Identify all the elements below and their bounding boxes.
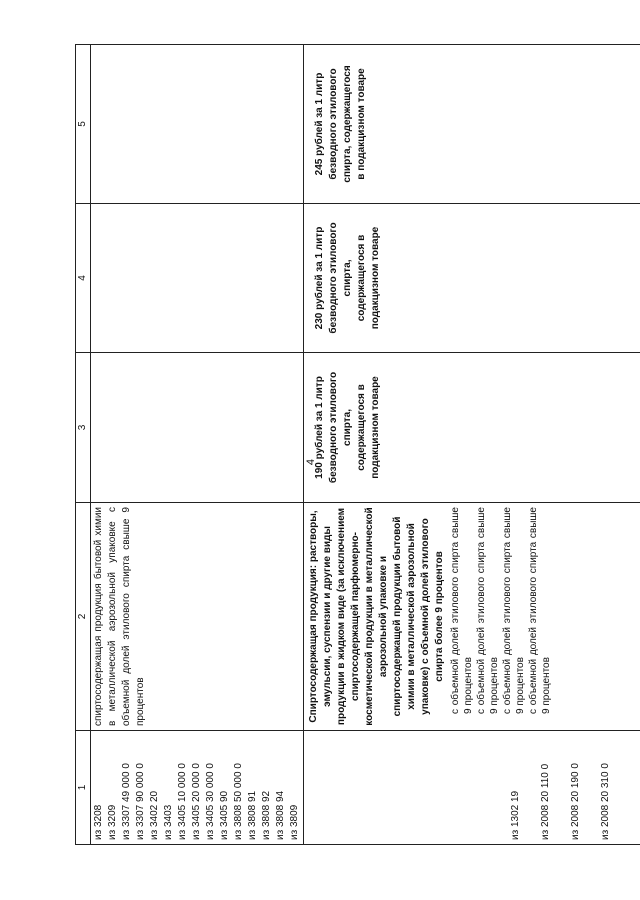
table-row [304, 45, 640, 845]
sub-item-list [449, 507, 553, 726]
code-item: из 2008 20 190 0 [570, 763, 581, 840]
rate-cell [304, 204, 640, 353]
code-cell [91, 731, 304, 845]
header-row [76, 45, 91, 845]
code-item: из 3403 [163, 804, 174, 840]
code-cell [304, 731, 640, 845]
rate-cell [304, 353, 640, 503]
rate-cell-empty [91, 45, 304, 204]
code-item: из 3405 30 000 0 [205, 763, 216, 840]
rate-cell-empty [91, 353, 304, 503]
code-item: из 3208 [93, 804, 104, 840]
code-item: из 3808 92 [261, 790, 272, 840]
code-item: из 3809 [289, 804, 300, 840]
excise-rate-2020: 230 рублей за 1 литр безводного этилового спирта, содержащегося в подакцизном товаре [314, 222, 381, 334]
excise-rate-2019: 190 рублей за 1 литр безводного этилового спирта, содержащегося в подакцизном товаре [314, 371, 381, 484]
excise-rate-2021: 245 рублей за 1 литр безводного этилового спирта, содержащегося в подакцизном товаре [314, 65, 367, 183]
column-header-2: 2 [76, 503, 91, 731]
category-heading: Спиртосодержащая продукция: растворы, эмульсии, суспензии и другие виды продукции в жидком виде (за исключением спиртосодержащей парфюмерно-косметической продукции в металлической аэрозольной упаковке и спиртосодержащей продукции бытовой химии в металлической аэрозольной упаковке) с объемной долей этилового спирта более 9 процентов [308, 507, 445, 726]
table-row [91, 45, 304, 845]
column-header-1: 1 [76, 731, 91, 845]
code-item: из 3307 49 000 0 [121, 763, 132, 840]
code-item: из 1302 19 [510, 790, 521, 840]
sub-item: с объемной долей этилового спирта свыше 9 процентов [450, 507, 474, 714]
code-item: из 3307 90 000 0 [135, 763, 146, 840]
sub-item: с объемной долей этилового спирта свыше 9 процентов [476, 507, 500, 714]
code-item: из 2008 20 310 0 [600, 763, 611, 840]
column-header-3: 3 [76, 353, 91, 503]
code-item: из 3808 94 [275, 790, 286, 840]
description-cell [304, 503, 640, 731]
rate-cell [304, 45, 640, 204]
code-item: из 3402 20 [149, 790, 160, 840]
column-header-4: 4 [76, 204, 91, 353]
column-header-5: 5 [76, 45, 91, 204]
code-item: из 2008 20 110 0 [540, 763, 551, 840]
code-list [501, 735, 621, 840]
code-item: из 3209 [107, 804, 118, 840]
code-item: из 3405 10 000 0 [177, 763, 188, 840]
sub-item: с объемной долей этилового спирта свыше 9 процентов [528, 507, 552, 714]
page-number: 4 [305, 458, 318, 466]
rate-cell-empty [91, 204, 304, 353]
sub-item: с объемной долей этилового спирта свыше 9 процентов [502, 507, 526, 714]
code-list [92, 735, 302, 840]
code-item: из 3405 90 [219, 790, 230, 840]
excise-rate-table [75, 44, 640, 845]
description-cell [91, 503, 304, 731]
rotated-page [75, 45, 625, 845]
code-item: из 3808 91 [247, 790, 258, 840]
product-description: спиртосодержащая продукция бытовой химии в металлической аэрозольной упаковке с объемной долей этилового спирта свыше 9 процентов [93, 507, 146, 726]
code-item: из 3405 20 000 0 [191, 763, 202, 840]
code-item: из 3808 50 000 0 [233, 763, 244, 840]
